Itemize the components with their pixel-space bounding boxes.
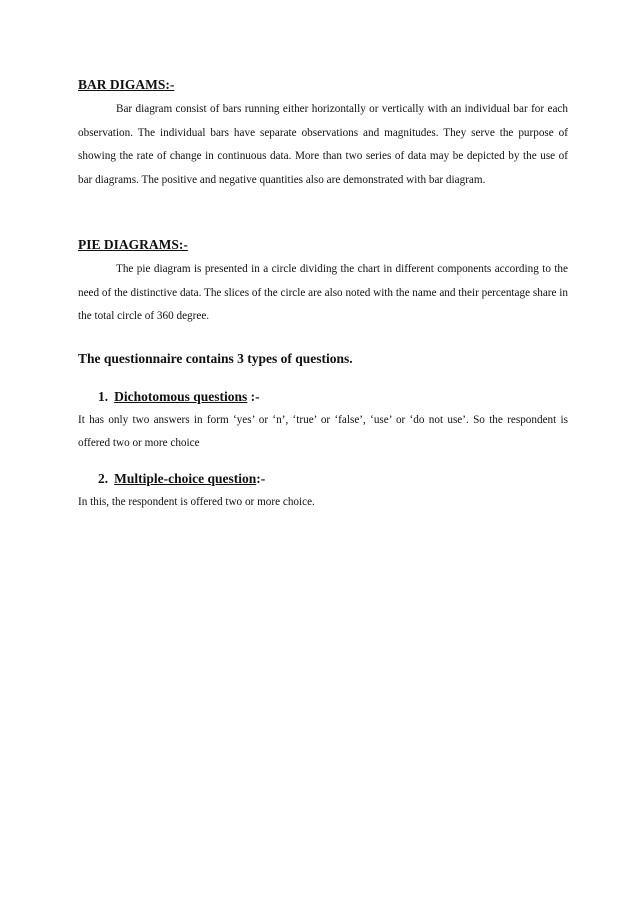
bar-diagrams-paragraph: Bar diagram consist of bars running either horizontally or vertically with an individual bar for each observation. The individual bars have separate observations and magnitudes. They serve the purpose of showing the rate of change in continuous data. More than two series of data may be depicted by the use of bar diagrams. The positive and negative quantities also are demonstrated with bar diagram. <box>78 103 568 186</box>
question-type-2-description: In this, the respondent is offered two or more choice. <box>78 496 315 508</box>
pie-diagrams-paragraph: The pie diagram is presented in a circle dividing the chart in different components according to the need of the distinctive data. The slices of the circle are also noted with the name and their percentage share in the total circle of 360 degree. <box>78 263 568 322</box>
question-type-1-label: Dichotomous questions <box>114 389 248 404</box>
question-type-2-suffix: :- <box>256 471 266 486</box>
question-type-2 <box>98 470 265 488</box>
question-type-1 <box>98 388 260 406</box>
question-type-2-number: 2. <box>98 471 109 486</box>
question-type-2-label: Multiple-choice question <box>114 471 257 486</box>
pie-diagrams-section <box>78 236 568 329</box>
questionnaire-section <box>78 350 568 368</box>
bar-diagrams-section <box>78 76 568 192</box>
question-type-1-description: It has only two answers in form ‘yes’ or ‘n’, ‘true’ or ‘false’, ‘use’ or ‘do not use’. So the respondent is offered two or more choice <box>78 414 568 449</box>
question-type-1-suffix: :- <box>247 389 260 404</box>
question-type-1-number: 1. <box>98 389 109 404</box>
questionnaire-title: The questionnaire contains 3 types of questions. <box>78 351 353 366</box>
bar-diagrams-heading: BAR DIGAMS:- <box>78 77 175 92</box>
pie-diagrams-heading: PIE DIAGRAMS:- <box>78 237 188 252</box>
